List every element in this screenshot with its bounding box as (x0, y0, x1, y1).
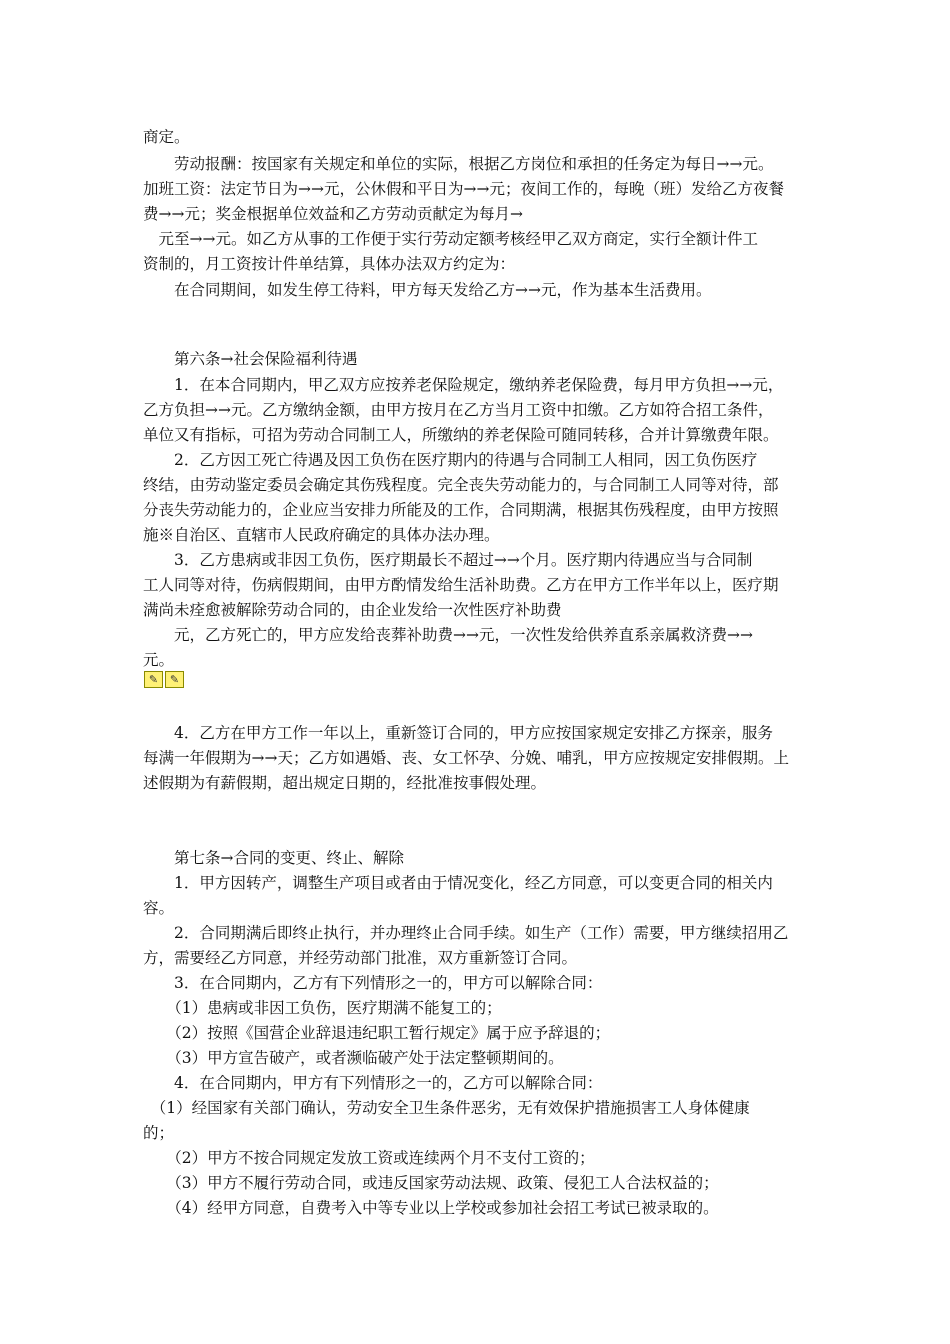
text-line: 每满一年假期为→→天；乙方如遇婚、丧、女工怀孕、分娩、哺乳，甲方应按规定安排假期。上 (143, 749, 789, 767)
text-line: 资制的，月工资按计件单结算，具体办法双方约定为： (143, 255, 516, 273)
section-heading: 第六条→社会保险福利待遇 (143, 350, 358, 368)
text-line: 劳动报酬：按国家有关规定和单位的实际，根据乙方岗位和承担的任务定为每日→→元。 (143, 155, 774, 173)
text-line: 4．乙方在甲方工作一年以上，重新签订合同的，甲方应按国家规定安排乙方探亲，服务 (143, 724, 773, 742)
text-line: （2）按照《国营企业辞退违纪职工暂行规定》属于应予辞退的； (143, 1024, 611, 1042)
text-line: 元。 (143, 651, 175, 669)
text-line: 满尚未痊愈被解除劳动合同的，由企业发给一次性医疗补助费 (143, 601, 562, 619)
text-line: 施※自治区、直辖市人民政府确定的具体办法办理。 (143, 526, 500, 544)
text-line: （1）经国家有关部门确认，劳动安全卫生条件恶劣，无有效保护措施损害工人身体健康 (143, 1099, 750, 1117)
text-line: 分丧失劳动能力的，企业应当安排力所能及的工作，合同期满，根据其伤残程度，由甲方按照 (143, 501, 779, 519)
text-line: 方，需要经乙方同意，并经劳动部门批准，双方重新签订合同。 (143, 949, 578, 967)
text-line: 元，乙方死亡的，甲方应发给丧葬补助费→→元，一次性发给供养直系亲属救济费→→ (143, 626, 753, 644)
text-line: 元至→→元。如乙方从事的工作便于实行劳动定额考核经甲乙双方商定，实行全额计件工 (143, 230, 758, 248)
text-line: 的； (143, 1124, 175, 1142)
text-line: 容。 (143, 899, 175, 917)
text-line: 工人同等对待，伤病假期间，由甲方酌情发给生活补助费。乙方在甲方工作半年以上，医疗期 (143, 576, 779, 594)
embedded-object-icon[interactable]: ✎ (144, 671, 163, 688)
text-line: （1）患病或非因工负伤，医疗期满不能复工的； (143, 999, 502, 1017)
text-line: 商定。 (143, 128, 190, 146)
text-line: 1．在本合同期内，甲乙双方应按养老保险规定，缴纳养老保险费，每月甲方负担→→元， (143, 376, 784, 394)
text-line: 单位又有指标，可招为劳动合同制工人，所缴纳的养老保险可随同转移，合并计算缴费年限。 (143, 426, 779, 444)
text-line: 2．合同期满后即终止执行，并办理终止合同手续。如生产（工作）需要，甲方继续招用乙 (143, 924, 789, 942)
text-line: 加班工资：法定节日为→→元，公休假和平日为→→元；夜间工作的，每晚（班）发给乙方夜餐 (143, 180, 784, 198)
embedded-objects (144, 671, 186, 688)
text-line: 乙方负担→→元。乙方缴纳金额，由甲方按月在乙方当月工资中扣缴。乙方如符合招工条件， (143, 401, 774, 419)
text-line: （4）经甲方同意，自费考入中等专业以上学校或参加社会招工考试已被录取的。 (143, 1199, 719, 1217)
text-line: （3）甲方不履行劳动合同，或违反国家劳动法规、政策、侵犯工人合法权益的； (143, 1174, 719, 1192)
text-line: （3）甲方宣告破产，或者濒临破产处于法定整顿期间的。 (143, 1049, 564, 1067)
section-heading: 第七条→合同的变更、终止、解除 (143, 849, 404, 867)
text-line: 在合同期间，如发生停工待料，甲方每天发给乙方→→元，作为基本生活费用。 (143, 281, 712, 299)
text-line: 2．乙方因工死亡待遇及因工负伤在医疗期内的待遇与合同制工人相同，因工负伤医疗 (143, 451, 758, 469)
text-line: 述假期为有薪假期，超出规定日期的，经批准按事假处理。 (143, 774, 547, 792)
text-line: 3．乙方患病或非因工负伤，医疗期最长不超过→→个月。医疗期内待遇应当与合同制 (143, 551, 753, 569)
text-line: 4．在合同期内，甲方有下列情形之一的，乙方可以解除合同： (143, 1074, 603, 1092)
text-line: 1．甲方因转产，调整生产项目或者由于情况变化，经乙方同意，可以变更合同的相关内 (143, 874, 773, 892)
text-line: （2）甲方不按合同规定发放工资或连续两个月不支付工资的； (143, 1149, 595, 1167)
text-line: 3．在合同期内，乙方有下列情形之一的，甲方可以解除合同： (143, 974, 603, 992)
text-line: 费→→元；奖金根据单位效益和乙方劳动贡献定为每月→ (143, 205, 523, 223)
text-line: 终结，由劳动鉴定委员会确定其伤残程度。完全丧失劳动能力的，与合同制工人同等对待，部 (143, 476, 779, 494)
embedded-object-icon[interactable]: ✎ (165, 671, 184, 688)
